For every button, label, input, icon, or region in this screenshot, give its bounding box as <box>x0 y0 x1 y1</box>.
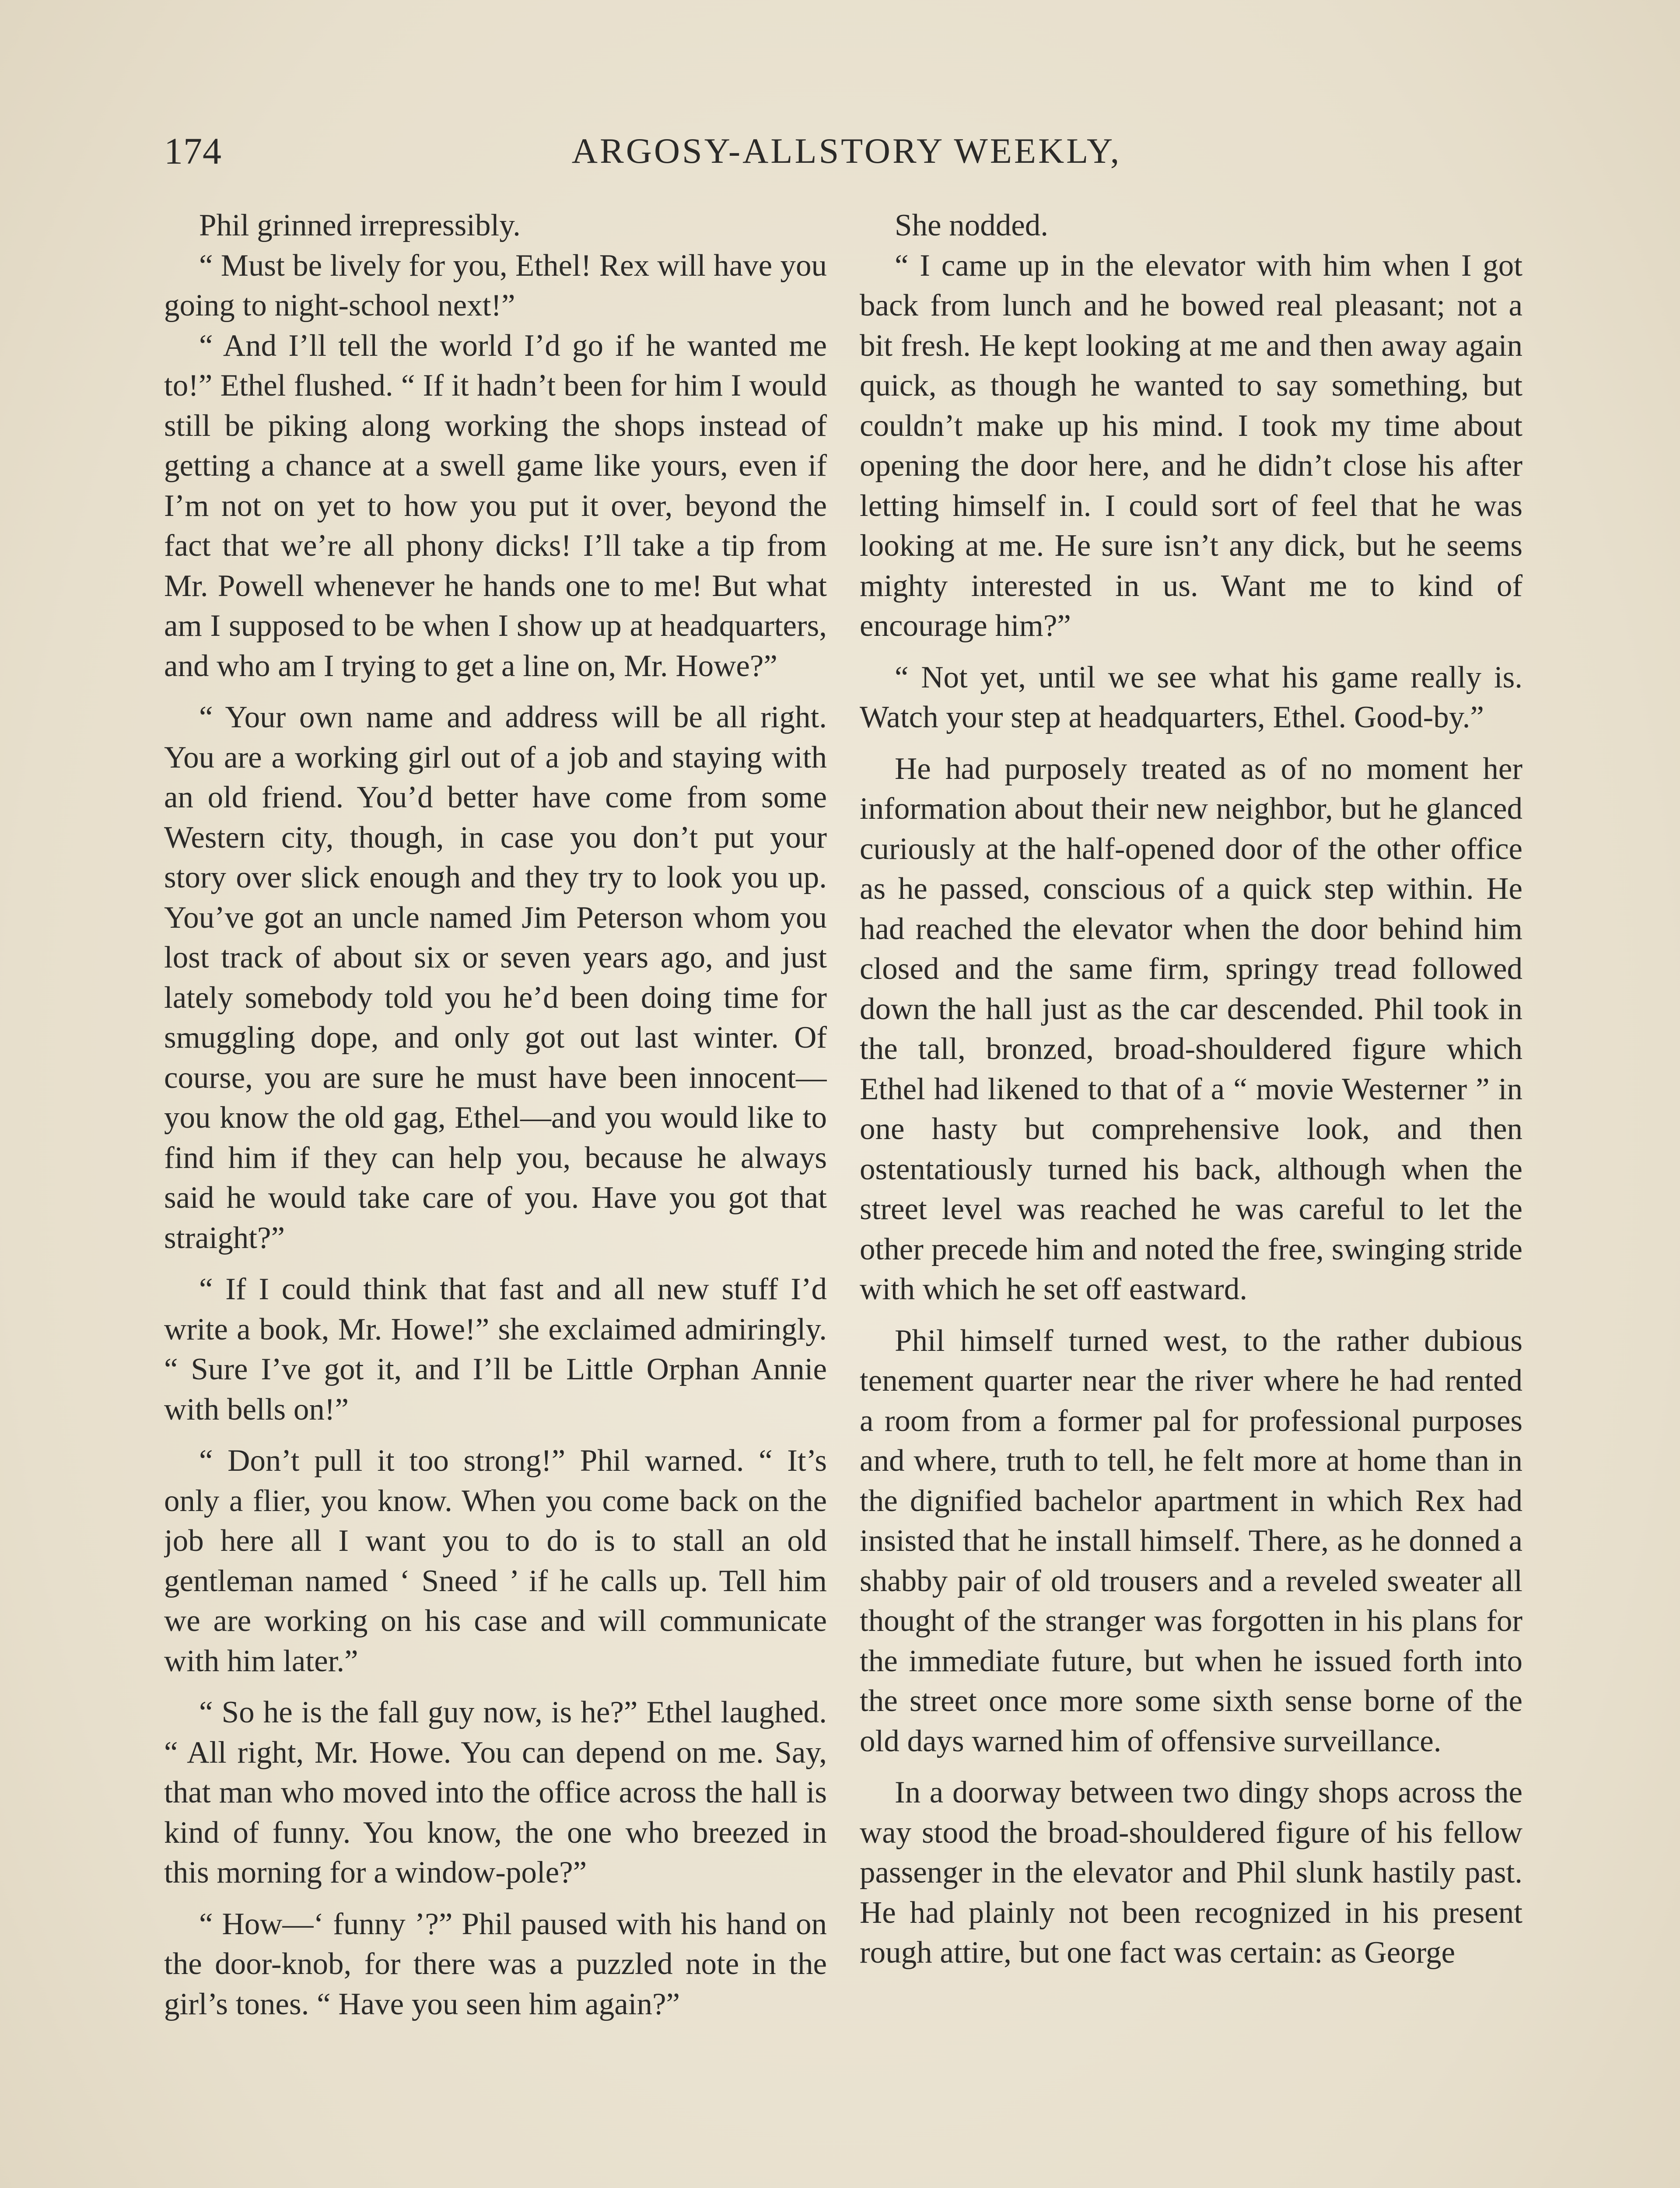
paragraph: “ Not yet, until we see what his game really is. Watch your step at headquarters, Ethel. Good-by.” <box>860 660 1522 734</box>
paragraph: “ Must be lively for you, Ethel! Rex will have you going to night-school next!” <box>164 248 827 323</box>
left-column <box>164 206 827 2188</box>
paragraph: “ And I’ll tell the world I’d go if he wanted me to!” Ethel flushed. “ If it hadn’t been for him I would still be piking along working the shops instead of getting a chance at a swell game like yours, even if I’m not on yet to how you put it over, beyond the fact that we’re all phony dicks! I’ll take a tip from Mr. Powell whenever he hands one to me! But what am I supposed to be when I show up at headquarters, and who am I trying to get a line on, Mr. Howe?” <box>164 328 827 683</box>
page-number: 174 <box>164 130 222 172</box>
paragraph: “ Your own name and address will be all right. You are a working girl out of a job and staying with an old friend. You’d better have come from some Western city, though, in case you don’t put your story over slick enough and they try to look you up. You’ve got an uncle named Jim Peterson whom you lost track of about six or seven years ago, and just lately somebody told you he’d been doing time for smuggling dope, and only got out last winter. Of course, you are sure he must have been innocent—you know the old gag, Ethel—and you would like to find him if they can help you, because he always said he would take care of you. Have you got that straight?” <box>164 700 827 1255</box>
paragraph: He had purposely treated as of no moment her information about their new neighbor, but he glanced curiously at the half-opened door of the other office as he passed, conscious of a quick step within. He had reached the elevator when the door behind him closed and the same firm, springy tread followed down the hall just as the car descended. Phil took in the tall, bronzed, broad-shouldered figure which Ethel had likened to that of a “ movie Westerner ” in one hasty but comprehensive look, and then ostentatiously turned his back, although when the street level was reached he was careful to let the other precede him and noted the free, swinging stride with which he set off eastward. <box>860 751 1522 1306</box>
paragraph: Phil himself turned west, to the rather dubious tenement quarter near the river where he had rented a room from a former pal for professional purposes and where, truth to tell, he felt more at home than in the dignified bachelor apartment in which Rex had insisted that he install himself. There, as he donned a shabby pair of old trousers and a reveled sweater all thought of the stranger was forgotten in his plans for the immediate future, but when he issued forth into the street once more some sixth sense borne of the old days warned him of offensive surveillance. <box>860 1323 1522 1758</box>
running-head: ARGOSY-ALLSTORY WEEKLY, <box>571 131 1122 171</box>
right-column <box>860 206 1522 2188</box>
paragraph: Phil grinned irrepressibly. <box>199 208 521 242</box>
paragraph: She nodded. <box>895 208 1049 242</box>
paragraph: “ How—‘ funny ’?” Phil paused with his hand on the door-knob, for there was a puzzled note in the girl’s tones. “ Have you seen him again?” <box>164 1907 827 2021</box>
paragraph: “ So he is the fall guy now, is he?” Ethel laughed. “ All right, Mr. Howe. You can depend on me. Say, that man who moved into the office across the hall is kind of funny. You know, the one who breezed in this morning for a window-pole?” <box>164 1695 827 1890</box>
paragraph: In a doorway between two dingy shops across the way stood the broad-shouldered figure of his fellow passenger in the elevator and Phil slunk hastily past. He had plainly not been recognized in his present rough attire, but one fact was certain: as George <box>860 1775 1522 1970</box>
page-header <box>164 127 1529 179</box>
paragraph: “ If I could think that fast and all new stuff I’d write a book, Mr. Howe!” she exclaimed admiringly. “ Sure I’ve got it, and I’ll be Little Orphan Annie with bells on!” <box>164 1272 827 1427</box>
paragraph: “ Don’t pull it too strong!” Phil warned. “ It’s only a flier, you know. When you come back on the job here all I want you to do is to stall an old gentleman named ‘ Sneed ’ if he calls up. Tell him we are working on his case and will communicate with him later.” <box>164 1444 827 1678</box>
paragraph: “ I came up in the elevator with him when I got back from lunch and he bowed real pleasant; not a bit fresh. He kept looking at me and then away again quick, as though he wanted to say something, but couldn’t make up his mind. I took my time about opening the door here, and he didn’t close his after letting himself in. I could sort of feel that he was looking at me. He sure isn’t any dick, but he seems mighty interested in us. Want me to kind of encourage him?” <box>860 248 1522 643</box>
